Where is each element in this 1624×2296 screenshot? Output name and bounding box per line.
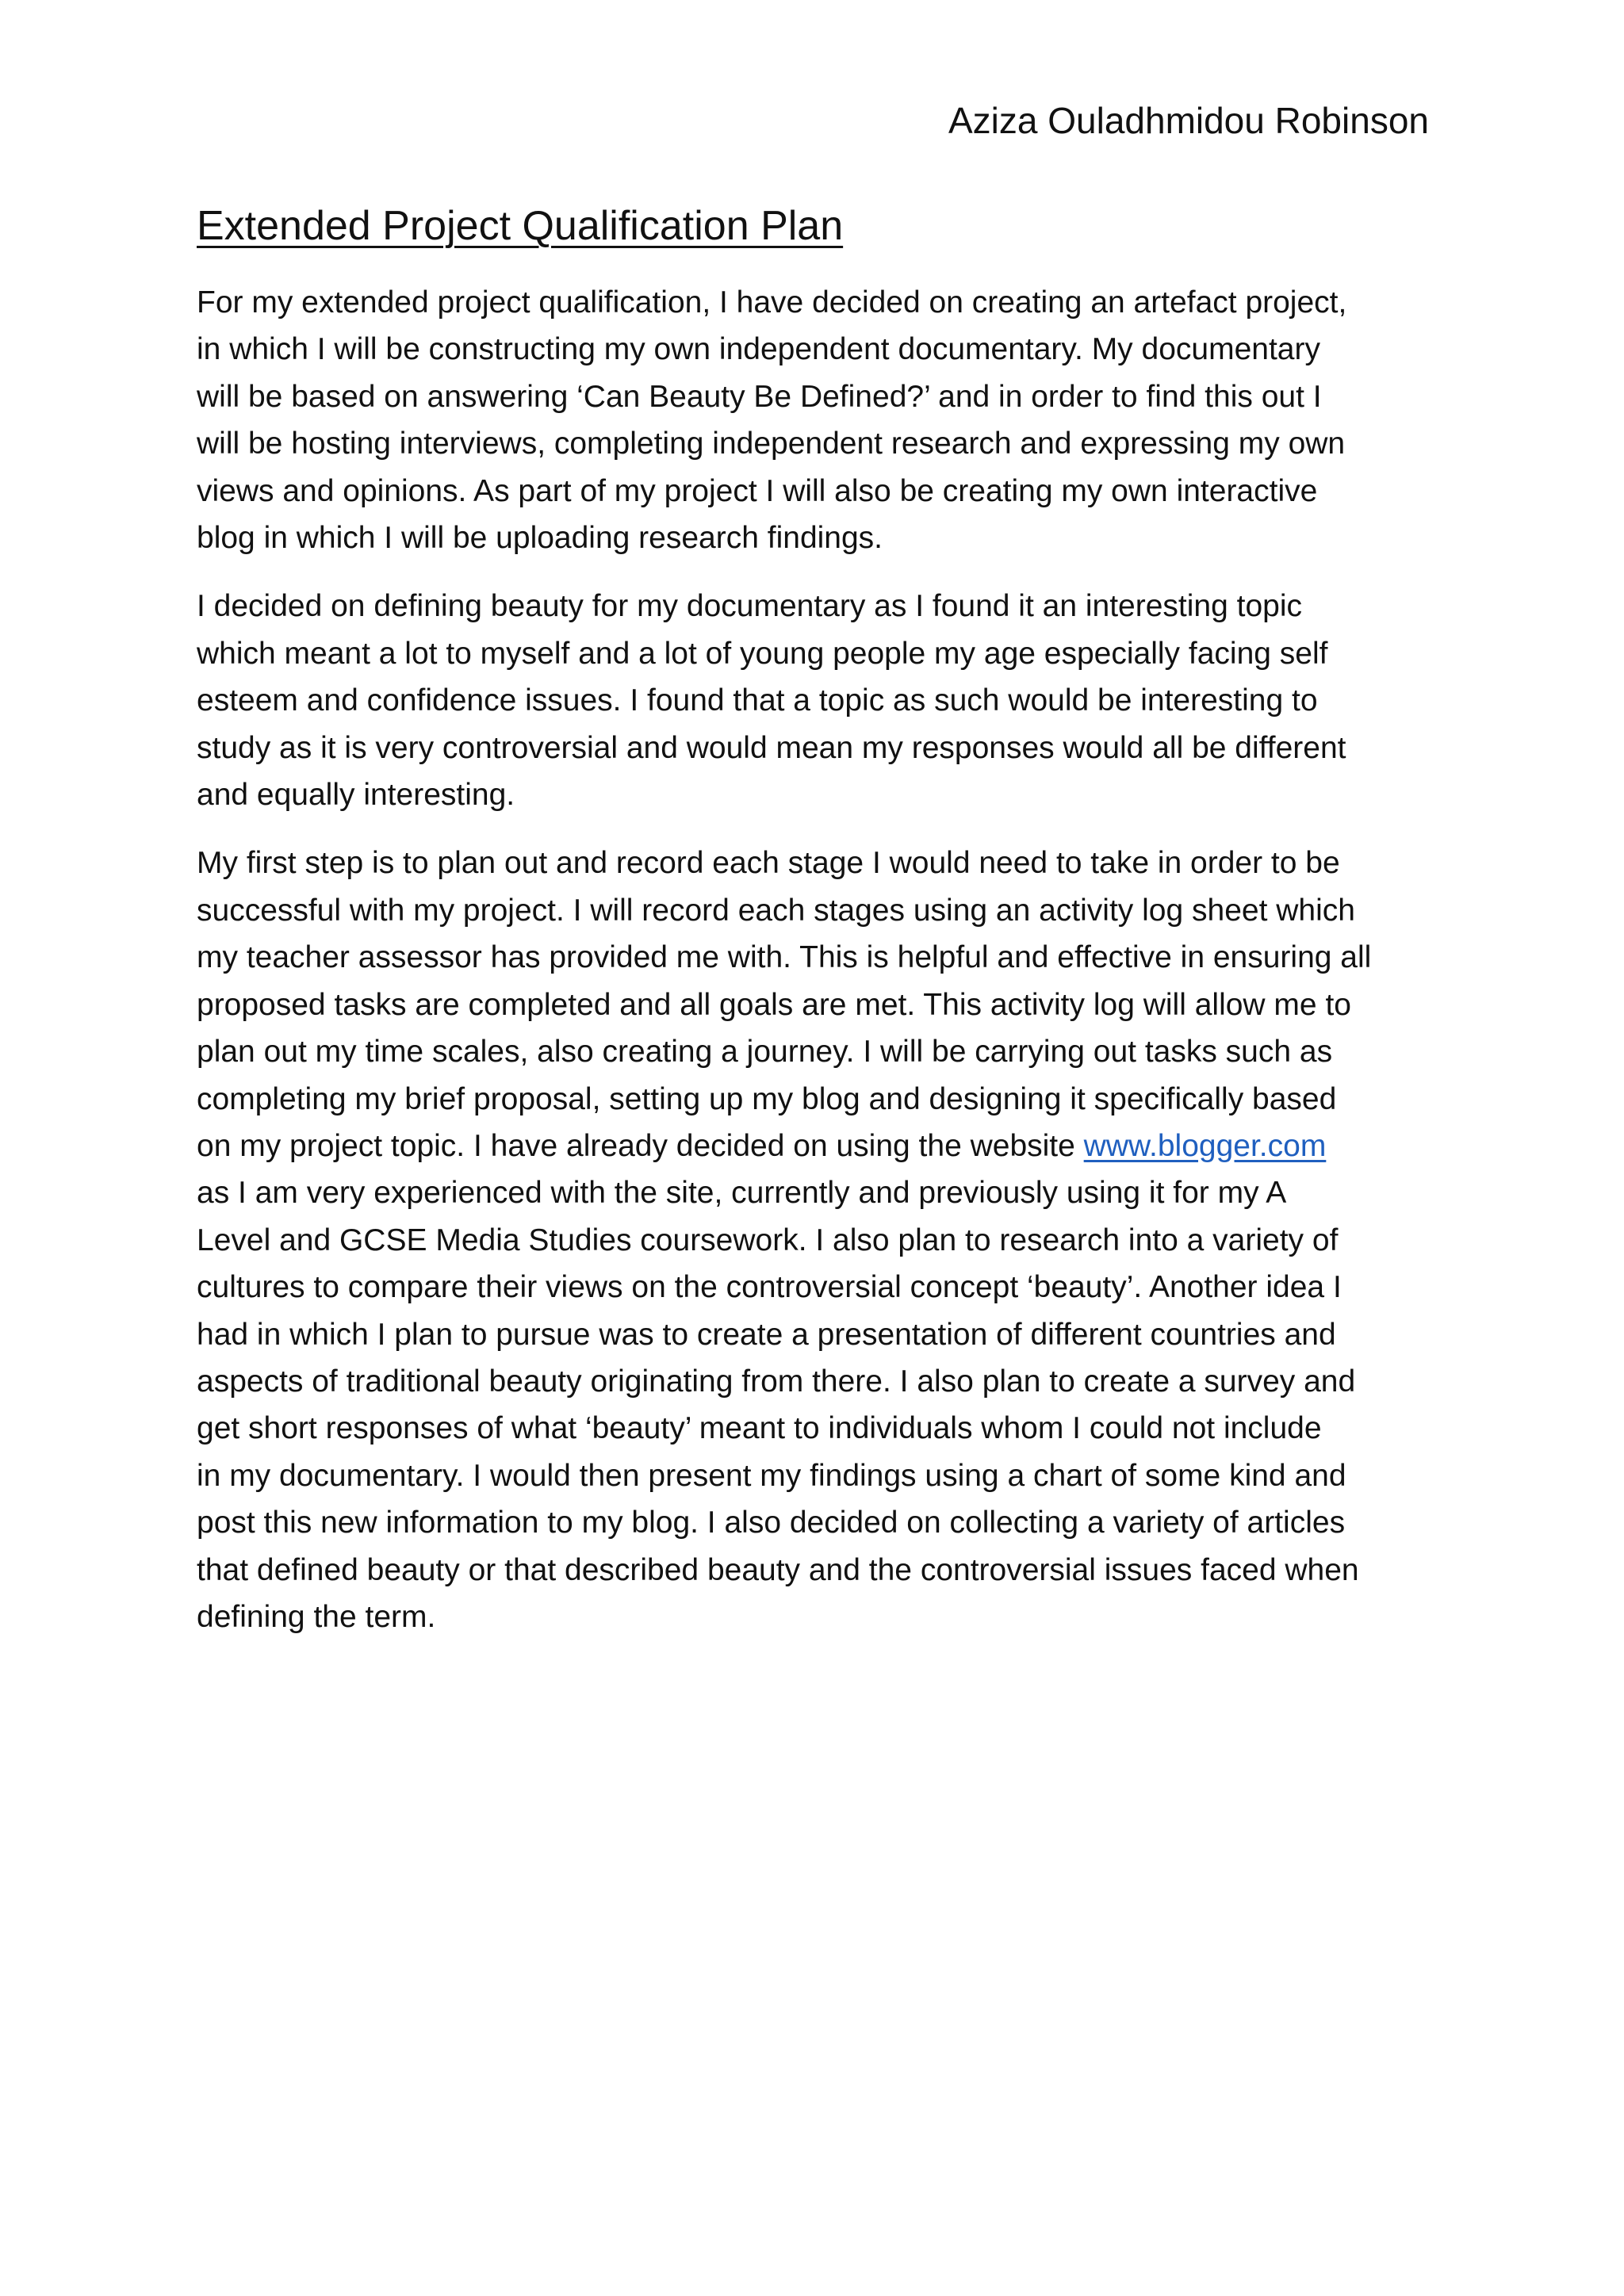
- blogger-link[interactable]: www.blogger.com: [1083, 1128, 1327, 1163]
- text-line: will be hosting interviews, completing independent research and expressing my own: [197, 427, 1346, 461]
- text-line: that defined beauty or that described beauty and the controversial issues faced when: [197, 1552, 1359, 1587]
- text-line: will be based on answering ‘Can Beauty Be Defined?’ and in order to find this out I: [197, 379, 1322, 414]
- text-line: in my documentary. I would then present my findings using a chart of some kind and: [197, 1458, 1346, 1493]
- text-line: study as it is very controversial and would mean my responses would all be different: [197, 730, 1346, 765]
- text-line: esteem and confidence issues. I found that a topic as such would be interesting to: [197, 683, 1318, 718]
- text-line: blog in which I will be uploading research findings.: [197, 521, 883, 556]
- text-line-with-link: [197, 1123, 1431, 1169]
- page-title: Extended Project Qualification Plan: [197, 203, 844, 249]
- text-line: proposed tasks are completed and all goals are met. This activity log will allow me to: [197, 987, 1351, 1022]
- text-line: Level and GCSE Media Studies coursework. I also plan to research into a variety of: [197, 1223, 1339, 1257]
- text-line: My first step is to plan out and record each stage I would need to take in order to be: [197, 846, 1340, 881]
- text-line: plan out my time scales, also creating a journey. I will be carrying out tasks such as: [197, 1035, 1333, 1070]
- paragraph-3: [197, 840, 1431, 1640]
- text-line: as I am very experienced with the site, currently and previously using it for my A: [197, 1176, 1287, 1211]
- text-line: which meant a lot to myself and a lot of young people my age especially facing self: [197, 636, 1328, 671]
- document-body: [197, 279, 1431, 1662]
- text-line: views and opinions. As part of my project I will also be creating my own interactive: [197, 473, 1318, 508]
- text-line: successful with my project. I will record each stages using an activity log sheet which: [197, 893, 1355, 928]
- text-line: cultures to compare their views on the controversial concept ‘beauty’. Another idea I: [197, 1270, 1342, 1305]
- text-line: post this new information to my blog. I also decided on collecting a variety of articles: [197, 1506, 1346, 1540]
- text-line: completing my brief proposal, setting up my blog and designing it specifically based: [197, 1081, 1337, 1116]
- text-line: defining the term.: [197, 1599, 436, 1634]
- text-line: my teacher assessor has provided me with. This is helpful and effective in ensuring all: [197, 940, 1372, 975]
- link-line-text: on my project topic. I have already decided on using the website: [197, 1128, 1084, 1163]
- author-name: Aziza Ouladhmidou Robinson: [948, 100, 1429, 141]
- text-line: in which I will be constructing my own independent documentary. My documentary: [197, 332, 1320, 367]
- text-line: get short responses of what ‘beauty’ meant to individuals whom I could not include: [197, 1411, 1322, 1446]
- text-line: and equally interesting.: [197, 778, 515, 813]
- paragraph-2: [197, 583, 1431, 818]
- paragraph-1: [197, 279, 1431, 561]
- text-line: For my extended project qualification, I have decided on creating an artefact project,: [197, 285, 1347, 320]
- text-line: I decided on defining beauty for my documentary as I found it an interesting topic: [197, 589, 1303, 624]
- text-line: had in which I plan to pursue was to create a presentation of different countries and: [197, 1317, 1336, 1352]
- text-line: aspects of traditional beauty originating from there. I also plan to create a survey and: [197, 1364, 1356, 1399]
